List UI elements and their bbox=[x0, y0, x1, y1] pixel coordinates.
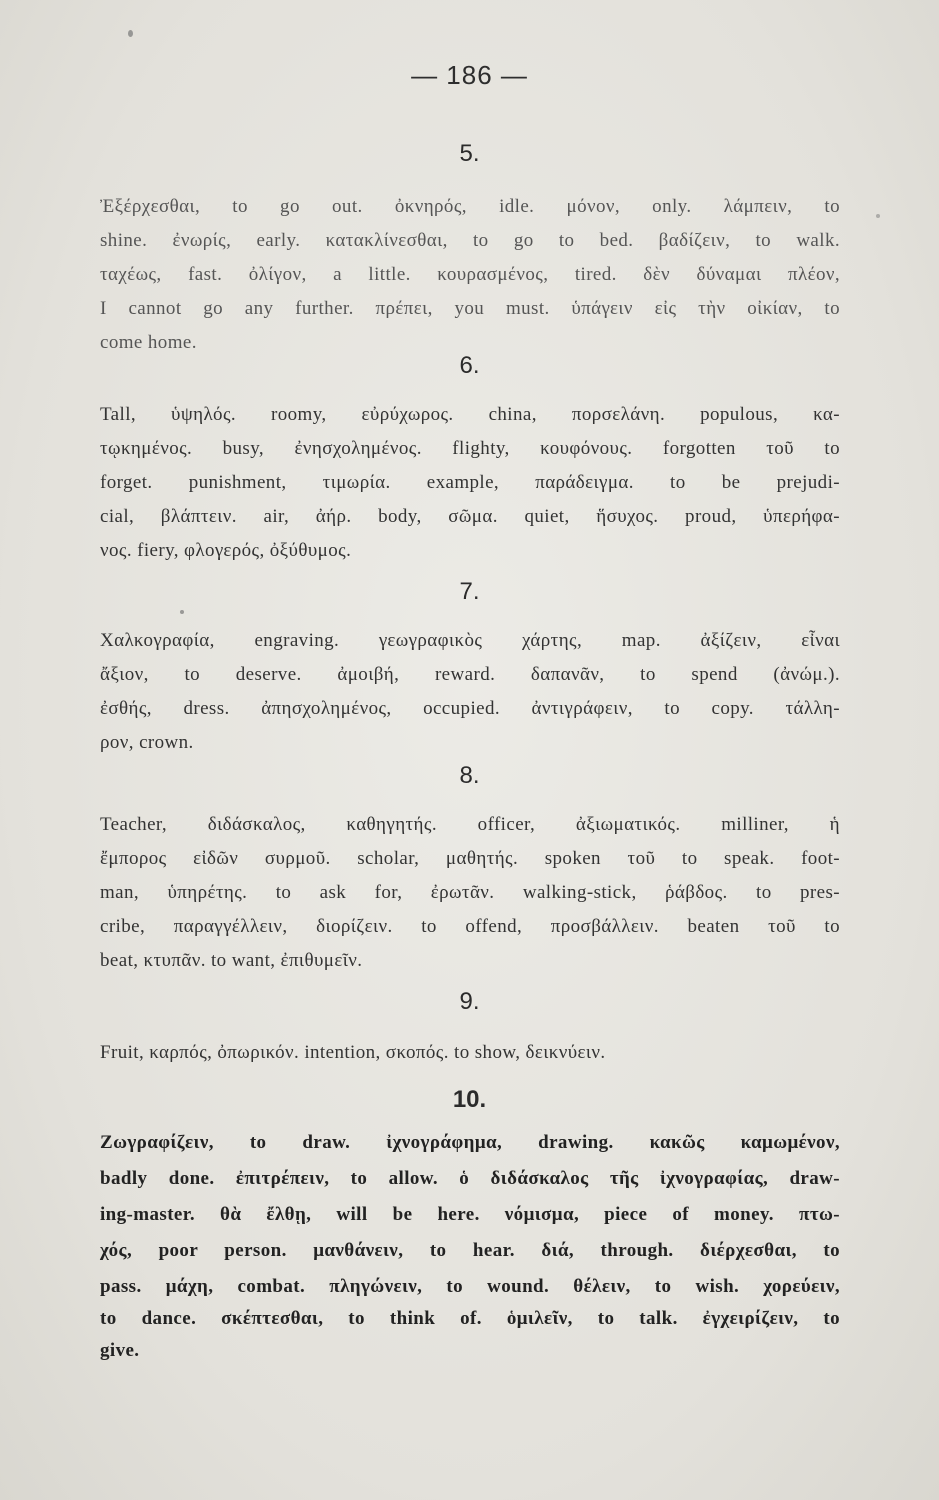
vocab-line: Χαλκογραφία, engraving. γεωγραφικὸς χάρτης, map. ἀξίζειν, εἶναι bbox=[100, 630, 840, 651]
page-number: — 186 — bbox=[411, 60, 528, 90]
section-heading-8: 8. bbox=[459, 762, 480, 789]
vocab-line: cribe, παραγγέλλειν, διορίζειν. to offend, προσβάλλειν. beaten τοῦ to bbox=[100, 916, 840, 937]
vocab-line: ἔμπορος εἰδῶν συρμοῦ. scholar, μαθητής. spoken τοῦ to speak. foot- bbox=[100, 848, 840, 869]
vocab-line: ἄξιον, to deserve. ἀμοιβή, reward. δαπανᾶν, to spend (ἀνώμ.). bbox=[100, 664, 840, 685]
vocab-line: τῳκημένος. busy, ἐνησχολημένος. flighty, κουφόνους. forgotten τοῦ to bbox=[100, 438, 840, 459]
vocab-line: give. bbox=[100, 1340, 140, 1361]
vocab-line: I cannot go any further. πρέπει, you must. ὑπάγειν εἰς τὴν οἰκίαν, to bbox=[100, 298, 840, 319]
vocab-line: to dance. σκέπτεσθαι, to think of. ὁμιλεῖν, to talk. ἐγχειρίζειν, to bbox=[100, 1308, 840, 1329]
section-heading-10: 10. bbox=[452, 1086, 487, 1113]
section-heading-7: 7. bbox=[459, 578, 480, 605]
vocab-line: Fruit, καρπός, ὀπωρικόν. intention, σκοπός. to show, δεικνύειν. bbox=[100, 1042, 606, 1063]
vocab-line: Teacher, διδάσκαλος, καθηγητής. officer, ἀξιωματικός. milliner, ἡ bbox=[100, 814, 840, 835]
vocab-line: badly done. ἐπιτρέπειν, to allow. ὁ διδάσκαλος τῆς ἰχνογραφίας, draw- bbox=[100, 1168, 840, 1189]
section-heading-9: 9. bbox=[459, 988, 480, 1015]
ink-speck bbox=[180, 610, 184, 614]
vocab-line: ing-master. θὰ ἔλθῃ, will be here. νόμισμα, piece of money. πτω- bbox=[100, 1204, 840, 1225]
vocab-line: cial, βλάπτειν. air, ἀήρ. body, σῶμα. quiet, ἥσυχος. proud, ὑπερήφα- bbox=[100, 506, 840, 527]
vocab-line: Tall, ὑψηλός. roomy, εὐρύχωρος. china, πορσελάνη. populous, κα- bbox=[100, 404, 840, 425]
section-heading-6: 6. bbox=[459, 352, 480, 379]
vocab-line: forget. punishment, τιμωρία. example, παράδειγμα. to be prejudi- bbox=[100, 472, 840, 493]
section-heading-5: 5. bbox=[459, 140, 480, 167]
vocab-line: shine. ἐνωρίς, early. κατακλίνεσθαι, to go to bed. βαδίζειν, to walk. bbox=[100, 230, 840, 251]
vocab-line: ἐσθής, dress. ἀπησχολημένος, occupied. ἀντιγράφειν, to copy. τάλλη- bbox=[100, 698, 840, 719]
vocab-line: ρον, crown. bbox=[100, 732, 194, 753]
ink-speck bbox=[876, 214, 880, 218]
ink-speck bbox=[128, 30, 133, 37]
vocab-line: νος. fiery, φλογερός, ὀξύθυμος. bbox=[100, 540, 352, 561]
vocab-line: pass. μάχη, combat. πληγώνειν, to wound. θέλειν, to wish. χορεύειν, bbox=[100, 1276, 840, 1297]
vocab-line: beat, κτυπᾶν. to want, ἐπιθυμεῖν. bbox=[100, 950, 363, 971]
vocab-line: ταχέως, fast. ὀλίγον, a little. κουρασμένος, tired. δὲν δύναμαι πλέον, bbox=[100, 264, 840, 285]
vocab-line: Ζωγραφίζειν, to draw. ἰχνογράφημα, drawing. κακῶς καμωμένον, bbox=[100, 1132, 840, 1153]
vocab-line: χός, poor person. μανθάνειν, to hear. διά, through. διέρχεσθαι, to bbox=[100, 1240, 840, 1261]
vocab-line: come home. bbox=[100, 332, 197, 353]
vocab-line: man, ὑπηρέτης. to ask for, ἐρωτᾶν. walking-stick, ῥάβδος. to pres- bbox=[100, 882, 840, 903]
vocab-line: Ἐξέρχεσθαι, to go out. ὀκνηρός, idle. μόνον, only. λάμπειν, to bbox=[100, 196, 840, 217]
